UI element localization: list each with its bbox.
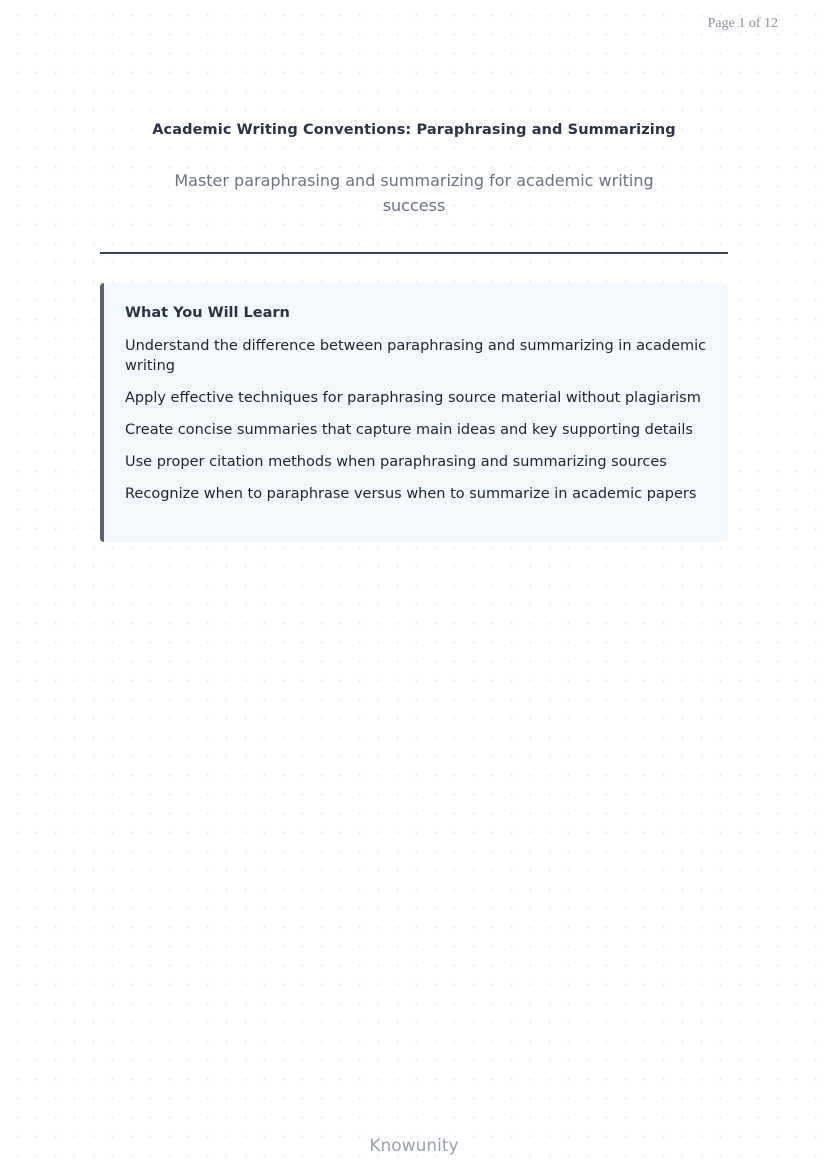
title-divider: [100, 252, 728, 254]
footer-brand: Knowunity: [369, 1136, 459, 1156]
page-number: Page 1 of 12: [707, 16, 778, 31]
document-title: Academic Writing Conventions: Paraphrasing and Summarizing: [152, 122, 676, 138]
learning-objectives-box: [100, 283, 728, 542]
document-subtitle: Master paraphrasing and summarizing for academic writing success: [174, 171, 654, 215]
objective-item: Apply effective techniques for paraphrasing source material without plagiarism: [125, 390, 701, 406]
objectives-list: [125, 336, 708, 504]
objective-item: Recognize when to paraphrase versus when to summarize in academic papers: [125, 486, 697, 502]
objective-item: Use proper citation methods when paraphrasing and summarizing sources: [125, 454, 667, 470]
objectives-heading: What You Will Learn: [125, 305, 290, 321]
objective-item: Understand the difference between paraphrasing and summarizing in academic writing: [125, 338, 707, 374]
objective-item: Create concise summaries that capture main ideas and key supporting details: [125, 422, 693, 438]
